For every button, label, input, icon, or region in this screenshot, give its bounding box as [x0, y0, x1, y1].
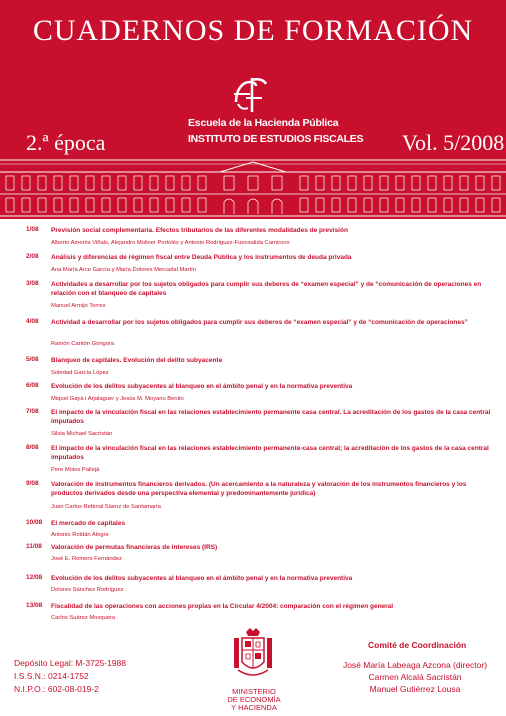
entry-number: 11/08	[26, 543, 42, 550]
entry-title: Fiscalidad de las operaciones con acciones propias en la Circular 4/2004: comparación con el régimen general	[51, 603, 394, 610]
entry-number: 8/08	[26, 444, 39, 451]
epoca-label: 2.ª época	[26, 130, 106, 155]
entry-title: El mercado de capitales	[51, 520, 126, 527]
volume-label: Vol. 5/2008	[402, 130, 505, 155]
entry-authors: Dolores Sánchez Rodríguez	[51, 587, 124, 593]
nipo: N.I.P.O.: 602-08-019-2	[14, 684, 99, 694]
entry-number: 6/08	[26, 382, 39, 389]
entry-title: Actividad a desarrollar por los sujetos obligados para cumplir sus deberes de “examen especial” y de “comunicación de operaciones”	[51, 319, 468, 326]
ministry-line-1: MINISTERIO	[232, 687, 276, 696]
cover-footer	[0, 628, 506, 716]
comite-member: Carmen Alcalá Sacristán	[368, 672, 462, 682]
entry-title: Blanqueo de capitales. Evolución del delito subyacente	[51, 357, 223, 364]
ministry-line-2: DE ECONOMÍA	[227, 695, 281, 704]
entry-number: 10/08	[26, 519, 43, 526]
entry-title: Análisis y diferencias de régimen fiscal entre Deuda Pública y los instrumentos de deuda privada	[51, 254, 352, 261]
entry-title: Previsión social complementaria. Efectos tributarios de las diferentes modalidades de previsión	[51, 227, 348, 234]
comite-member: José María Labeaga Azcona (director)	[342, 660, 488, 670]
entry-authors: Alberto Amorós Viñals, Alejandro Moliner Portolés y Antonio Rodríguez-Fuensalida Carnicero	[51, 240, 290, 246]
building-facade-illustration	[0, 158, 506, 219]
entry-number: 2/08	[26, 253, 39, 260]
entry-title: Evolución de los delitos subyacentes al blanqueo en el ámbito penal y en la normativa preventiva	[51, 383, 353, 390]
deposito-legal: Depósito Legal: M-3725-1988	[14, 658, 126, 668]
entry-authors: Miquel Gayà i Arjalaguer y Jesús M. Moyano Benito	[51, 396, 184, 402]
entry-authors: Manuel Armijo Torres	[51, 303, 106, 309]
entry-title: Evolución de los delitos subyacentes al blanqueo en el ámbito penal y en la normativa preventiva	[51, 575, 353, 582]
entry-number: 13/08	[26, 602, 43, 609]
entry-authors: Juan Carlos Rebinal Sáenz de Santamaría	[51, 504, 161, 510]
comite-member: Manuel Gutiérrez Lousa	[369, 684, 461, 694]
entry-authors: Ramón Cantón Góngora	[51, 341, 115, 347]
entry-authors: Soledad García López	[51, 370, 109, 376]
entry-authors: Ana María Arce García y María Dolores Mercadal Martín	[51, 267, 196, 273]
entry-title: El impacto de la vinculación fiscal en las relaciones establecimiento permanente casa central. La acreditación de los gastos de la casa central imputados	[51, 409, 491, 425]
ministry-name	[218, 688, 290, 712]
issn: I.S.S.N.: 0214-1752	[14, 671, 89, 681]
comite-title: Comité de Coordinación	[368, 640, 467, 650]
entry-authors: José E. Romero Fernández	[51, 556, 122, 562]
ief-logo-icon	[228, 72, 272, 116]
cover-header	[0, 0, 506, 219]
institute-name: INSTITUTO DE ESTUDIOS FISCALES	[188, 133, 364, 145]
entry-authors: Pere Moles Pallejà	[51, 467, 100, 473]
entry-number: 4/08	[26, 318, 39, 325]
entry-number: 3/08	[26, 280, 39, 287]
entry-title: Valoración de instrumentos financieros derivados. (Un acercamiento a la naturaleza y valoración de los instrumentos financieros y los productos derivados desde una perspectiva elemental y predominantemente jurídica)	[51, 481, 467, 497]
entry-authors: Silvia Michael Sacristán	[51, 431, 113, 437]
entry-number: 12/08	[26, 574, 43, 581]
entry-title: Actividades a desarrollar por los sujetos obligados para cumplir sus deberes de “examen especial” y de “comunicación de operaciones en relación con el blanqueo de capitales	[51, 281, 482, 297]
entry-number: 7/08	[26, 408, 39, 415]
ministry-line-3: Y HACIENDA	[231, 703, 277, 712]
school-name: Escuela de la Hacienda Pública	[188, 117, 339, 129]
entry-number: 1/08	[26, 226, 39, 233]
entry-number: 9/08	[26, 480, 39, 487]
entry-authors: Antonio Roldán Alegre	[51, 532, 109, 538]
coat-of-arms-icon	[232, 628, 274, 684]
entry-title: El impacto de la vinculación fiscal en las relaciones establecimiento permanente-casa central; la acreditación de los gastos de la casa central imputados	[51, 445, 489, 461]
entry-number: 5/08	[26, 356, 39, 363]
entry-authors: Carlos Suárez Mosquera	[51, 615, 116, 621]
publication-title: CUADERNOS DE FORMACIÓN	[32, 14, 474, 47]
entry-title: Valoración de permutas financieras de intereses (IRS)	[51, 544, 218, 551]
